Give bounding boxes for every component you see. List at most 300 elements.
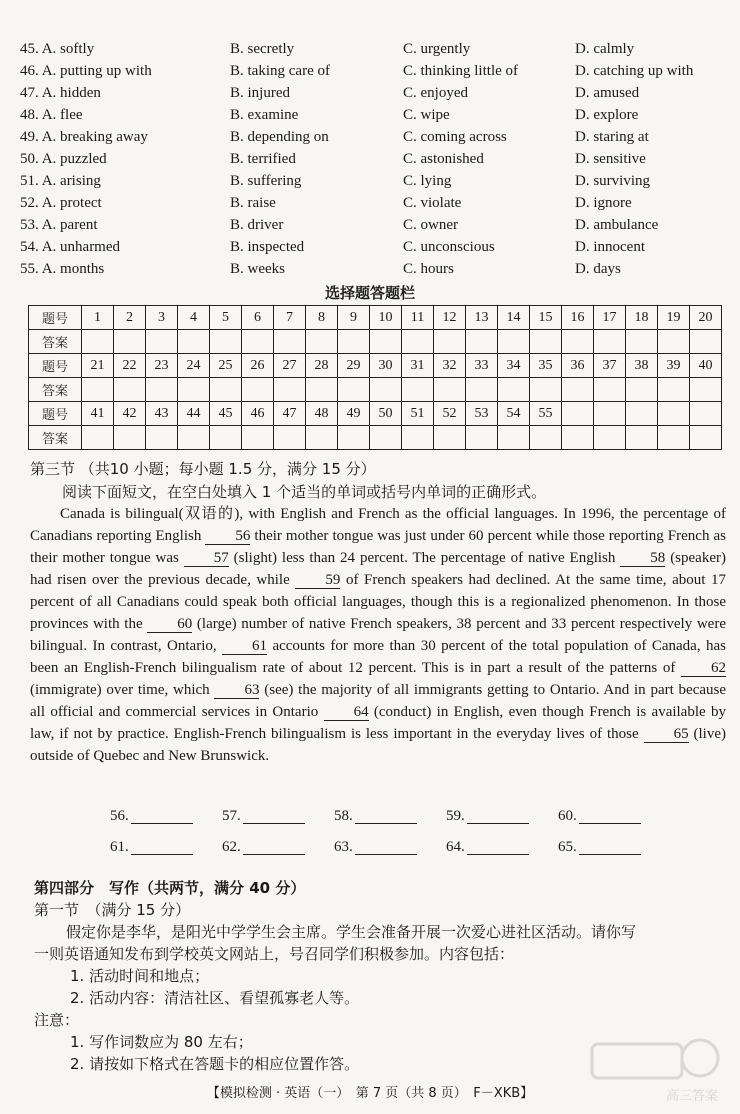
option-text: surviving — [593, 173, 651, 189]
option-text: arising — [60, 173, 101, 189]
option-text: sensitive — [593, 151, 646, 167]
option-text: terrified — [247, 151, 296, 167]
question-number-cell: 23 — [146, 354, 178, 378]
option-text: raise — [247, 195, 276, 211]
question-number: 49 — [20, 129, 35, 145]
answer-sheet-table — [28, 305, 722, 450]
question-number-cell: 18 — [626, 306, 658, 330]
answer-line[interactable] — [467, 809, 529, 824]
question-number-cell: 9 — [338, 306, 370, 330]
answer-cell[interactable] — [82, 426, 114, 450]
blank-label: 57. — [222, 808, 241, 824]
question-number-cell: 21 — [82, 354, 114, 378]
answer-cell[interactable] — [594, 378, 626, 402]
question-number-row — [29, 402, 722, 426]
question-number-cell: 1 — [82, 306, 114, 330]
question-number-cell: 42 — [114, 402, 146, 426]
question-number-cell: 4 — [178, 306, 210, 330]
answer-cell[interactable] — [178, 330, 210, 354]
answer-row — [29, 378, 722, 402]
option-d: D. surviving — [575, 173, 651, 189]
answer-cell[interactable] — [434, 378, 466, 402]
answer-cell[interactable] — [82, 330, 114, 354]
section3-heading: 第三节 （共10 小题；每小题 1.5 分，满分 15 分） — [30, 460, 376, 478]
option-a: 51. A. arising — [20, 173, 101, 189]
passage-text: (slight) less than 24 percent. The percentage of native English — [228, 550, 621, 566]
answer-cell[interactable] — [82, 378, 114, 402]
question-number-cell: 48 — [306, 402, 338, 426]
passage-text: (large) number of native French speakers, 38 percent and 33 percent respectively were bilingual. In contrast, Ontario, — [30, 616, 726, 654]
gap-57: 57 — [184, 550, 229, 567]
option-b: B. terrified — [230, 151, 296, 167]
answer-cell[interactable] — [146, 378, 178, 402]
passage-text: (speaker) had risen over the previous decade, while — [30, 550, 726, 588]
option-c: C. violate — [403, 195, 462, 211]
option-a: 48. A. flee — [20, 107, 83, 123]
note-item: 1. 写作词数应为 80 左右； — [70, 1033, 253, 1051]
gap-61: 61 — [222, 638, 267, 655]
question-number-cell: 41 — [82, 402, 114, 426]
option-a: 49. A. breaking away — [20, 129, 148, 145]
option-a: 54. A. unharmed — [20, 239, 121, 255]
option-c: C. owner — [403, 217, 459, 233]
mc-question — [0, 170, 740, 192]
question-number-cell: 45 — [210, 402, 242, 426]
option-text: violate — [420, 195, 462, 211]
question-number-cell: 44 — [178, 402, 210, 426]
answer-cell[interactable] — [434, 330, 466, 354]
content-item: 1. 活动时间和地点； — [70, 967, 210, 985]
option-text: hidden — [60, 85, 101, 101]
option-text: urgently — [420, 41, 471, 57]
option-b: B. inspected — [230, 239, 305, 255]
answer-cell[interactable] — [306, 378, 338, 402]
passage-text: of French speakers had declined. At the same time, about 17 percent of all Canadians could speak both official languages, though this is a regionalized phenomenon. In those provinces with the — [30, 572, 726, 632]
answer-sheet-title: 选择题答题栏 — [324, 284, 415, 302]
gap-64: 64 — [324, 704, 369, 721]
num-header: 题号 — [29, 354, 82, 378]
writing-prompt: 假定你是李华，是阳光中学学生会主席。学生会准备开展一次爱心进社区活动。请你写 — [66, 923, 637, 941]
answer-cell[interactable] — [658, 330, 690, 354]
passage-text: their mother tongue was just under 60 percent while those reporting French as their mother tongue was — [30, 528, 726, 566]
answer-header: 答案 — [29, 330, 82, 354]
option-text: injured — [247, 85, 291, 101]
answer-cell[interactable] — [626, 378, 658, 402]
option-text: breaking away — [60, 129, 148, 145]
mc-question — [0, 104, 740, 126]
answer-line[interactable] — [243, 809, 305, 824]
passage-text: (see) the majority of all immigrants getting to Ontario. And in part because all official and commercial services in Ontario — [30, 682, 727, 720]
question-number-cell: 5 — [210, 306, 242, 330]
question-number: 53 — [20, 217, 35, 233]
option-c: C. urgently — [403, 41, 471, 57]
question-number-cell: 31 — [402, 354, 434, 378]
option-c: C. hours — [403, 261, 454, 277]
gap-63: 63 — [214, 682, 259, 699]
num-header: 题号 — [29, 402, 82, 426]
answer-blanks-row-1 — [110, 808, 670, 825]
option-text: amused — [593, 85, 640, 101]
question-number-cell: 8 — [306, 306, 338, 330]
option-text: owner — [420, 217, 459, 233]
question-number-cell: 7 — [274, 306, 306, 330]
answer-cell[interactable] — [146, 330, 178, 354]
answer-cell[interactable] — [114, 330, 146, 354]
question-number-cell: 2 — [114, 306, 146, 330]
option-d: D. catching up with — [575, 63, 694, 79]
num-header: 题号 — [29, 306, 82, 330]
answer-cell[interactable] — [178, 426, 210, 450]
answer-cell[interactable] — [338, 330, 370, 354]
answer-cell[interactable] — [690, 378, 722, 402]
option-d: D. sensitive — [575, 151, 646, 167]
answer-cell[interactable] — [498, 378, 530, 402]
answer-cell[interactable] — [274, 426, 306, 450]
writing-prompt: 一则英语通知发布到学校英文网站上，号召同学们积极参加。内容包括： — [34, 945, 515, 963]
mc-question — [0, 214, 740, 236]
option-c: C. thinking little of — [403, 63, 519, 79]
question-number-cell: 30 — [370, 354, 402, 378]
question-number-cell: 29 — [338, 354, 370, 378]
blank-label: 59. — [446, 808, 465, 824]
answer-cell[interactable] — [402, 330, 434, 354]
blank-label: 64. — [446, 839, 465, 855]
section4-subheading: 第一节 （满分 15 分） — [34, 901, 191, 919]
answer-line[interactable] — [579, 809, 641, 824]
passage-text: (conduct) in English, even though French is available by law, if not by practice. English-French bilingualism is less important in the everyday lives of those — [30, 704, 726, 742]
question-number-cell: 16 — [562, 306, 594, 330]
question-number-cell: 12 — [434, 306, 466, 330]
question-number-cell: 40 — [690, 354, 722, 378]
option-text: examine — [247, 107, 299, 123]
question-number-cell: 13 — [466, 306, 498, 330]
option-text: puzzled — [60, 151, 107, 167]
option-text: innocent — [593, 239, 645, 255]
question-number-cell: 22 — [114, 354, 146, 378]
option-c: C. unconscious — [403, 239, 495, 255]
question-number-cell: 6 — [242, 306, 274, 330]
answer-line[interactable] — [131, 809, 193, 824]
question-number-cell: 17 — [594, 306, 626, 330]
question-number-cell: 35 — [530, 354, 562, 378]
option-b: B. weeks — [230, 261, 286, 277]
question-number-row — [29, 306, 722, 330]
gap-60: 60 — [147, 616, 192, 633]
option-b: B. taking care of — [230, 63, 330, 79]
question-number: 51 — [20, 173, 35, 189]
option-b: B. raise — [230, 195, 276, 211]
question-number-cell — [690, 402, 722, 426]
question-number-row — [29, 354, 722, 378]
answer-cell[interactable] — [530, 330, 562, 354]
option-d: D. ignore — [575, 195, 632, 211]
option-text: staring at — [593, 129, 649, 145]
option-text: flee — [60, 107, 83, 123]
answer-cell[interactable] — [402, 426, 434, 450]
question-number-cell — [626, 402, 658, 426]
passage-text: accounts for more than 30 percent of the total population of Canada, has been an English-French bilingualism rate of about 12 percent. This is in part a result of the patterns of — [30, 638, 726, 676]
note-label: 注意： — [34, 1011, 80, 1029]
answer-line[interactable] — [579, 840, 641, 855]
answer-cell[interactable] — [658, 378, 690, 402]
option-text: taking care of — [247, 63, 330, 79]
answer-cell[interactable] — [466, 330, 498, 354]
question-number-cell: 51 — [402, 402, 434, 426]
answer-line[interactable] — [355, 809, 417, 824]
question-number-cell: 38 — [626, 354, 658, 378]
answer-cell[interactable] — [114, 378, 146, 402]
answer-cell[interactable] — [530, 426, 562, 450]
question-number-cell: 24 — [178, 354, 210, 378]
answer-cell[interactable] — [370, 330, 402, 354]
mc-questions — [0, 38, 740, 280]
option-text: catching up with — [593, 63, 694, 79]
page-footer: 【模拟检测 · 英语（一） 第 7 页（共 8 页） F－XKB】 — [206, 1086, 534, 1101]
answer-cell[interactable] — [658, 426, 690, 450]
answer-cell[interactable] — [146, 426, 178, 450]
section3-instruction: 阅读下面短文，在空白处填入 1 个适当的单词或括号内单词的正确形式。 — [62, 483, 547, 501]
answer-cell[interactable] — [594, 330, 626, 354]
answer-cell[interactable] — [306, 330, 338, 354]
option-text: putting up with — [60, 63, 152, 79]
question-number-cell: 33 — [466, 354, 498, 378]
question-number-cell: 43 — [146, 402, 178, 426]
option-a: 45. A. softly — [20, 41, 95, 57]
gap-62: 62 — [681, 660, 726, 677]
answer-cell[interactable] — [498, 426, 530, 450]
blank-label: 63. — [334, 839, 353, 855]
answer-header: 答案 — [29, 378, 82, 402]
answer-cell[interactable] — [626, 426, 658, 450]
answer-cell[interactable] — [562, 378, 594, 402]
answer-cell[interactable] — [306, 426, 338, 450]
option-text: suffering — [247, 173, 302, 189]
answer-blanks-row-2 — [110, 839, 670, 856]
question-number-cell: 3 — [146, 306, 178, 330]
cloze-passage — [30, 503, 726, 767]
answer-cell[interactable] — [274, 378, 306, 402]
question-number: 52 — [20, 195, 35, 211]
option-text: unconscious — [420, 239, 495, 255]
answer-cell[interactable] — [466, 426, 498, 450]
option-text: days — [593, 261, 621, 277]
option-text: ignore — [593, 195, 632, 211]
option-text: calmly — [593, 41, 635, 57]
passage-text: (immigrate) over time, which — [30, 682, 215, 698]
question-number-cell: 25 — [210, 354, 242, 378]
answer-cell[interactable] — [370, 426, 402, 450]
answer-cell[interactable] — [690, 426, 722, 450]
option-text: ambulance — [593, 217, 659, 233]
blank-label: 62. — [222, 839, 241, 855]
answer-cell[interactable] — [690, 330, 722, 354]
mc-question — [0, 148, 740, 170]
answer-line[interactable] — [467, 840, 529, 855]
option-c: C. astonished — [403, 151, 484, 167]
option-b: B. driver — [230, 217, 284, 233]
watermark-text: 高三答案 — [665, 1089, 718, 1104]
answer-cell[interactable] — [178, 378, 210, 402]
option-d: D. innocent — [575, 239, 645, 255]
option-b: B. examine — [230, 107, 299, 123]
answer-cell[interactable] — [242, 330, 274, 354]
question-number: 47 — [20, 85, 35, 101]
mc-question — [0, 236, 740, 258]
question-number-cell: 50 — [370, 402, 402, 426]
option-d: D. days — [575, 261, 621, 277]
answer-cell[interactable] — [530, 378, 562, 402]
mc-question — [0, 38, 740, 60]
question-number: 55 — [20, 261, 35, 277]
answer-cell[interactable] — [114, 426, 146, 450]
option-text: protect — [60, 195, 102, 211]
option-d: D. amused — [575, 85, 640, 101]
question-number-cell: 28 — [306, 354, 338, 378]
question-number: 46 — [20, 63, 35, 79]
question-number-cell: 49 — [338, 402, 370, 426]
question-number-cell: 32 — [434, 354, 466, 378]
answer-cell[interactable] — [242, 378, 274, 402]
note-item: 2. 请按如下格式在答题卡的相应位置作答。 — [70, 1055, 360, 1073]
option-c: C. enjoyed — [403, 85, 468, 101]
question-number-cell: 19 — [658, 306, 690, 330]
option-a: 47. A. hidden — [20, 85, 101, 101]
question-number-cell: 52 — [434, 402, 466, 426]
mc-question — [0, 60, 740, 82]
answer-line[interactable] — [131, 840, 193, 855]
option-text: enjoyed — [420, 85, 468, 101]
option-text: depending on — [247, 129, 329, 145]
blank-label: 58. — [334, 808, 353, 824]
answer-row — [29, 330, 722, 354]
question-number: 54 — [20, 239, 35, 255]
mc-question — [0, 258, 740, 280]
answer-row — [29, 426, 722, 450]
gap-58: 58 — [620, 550, 665, 567]
option-text: explore — [593, 107, 639, 123]
option-d: D. staring at — [575, 129, 649, 145]
question-number-cell — [594, 402, 626, 426]
question-number-cell: 11 — [402, 306, 434, 330]
question-number-cell: 20 — [690, 306, 722, 330]
answer-line[interactable] — [243, 840, 305, 855]
question-number-cell: 53 — [466, 402, 498, 426]
option-b: B. depending on — [230, 129, 329, 145]
option-b: B. secretly — [230, 41, 295, 57]
blank-label: 60. — [558, 808, 577, 824]
option-text: hours — [420, 261, 454, 277]
gap-56: 56 — [205, 528, 250, 545]
answer-header: 答案 — [29, 426, 82, 450]
mc-question — [0, 126, 740, 148]
question-number-cell: 15 — [530, 306, 562, 330]
question-number-cell: 34 — [498, 354, 530, 378]
answer-cell[interactable] — [274, 330, 306, 354]
option-c: C. lying — [403, 173, 452, 189]
answer-line[interactable] — [355, 840, 417, 855]
option-a: 55. A. months — [20, 261, 105, 277]
option-a: 50. A. puzzled — [20, 151, 107, 167]
content-item: 2. 活动内容：清洁社区、看望孤寡老人等。 — [70, 989, 360, 1007]
answer-cell[interactable] — [338, 426, 370, 450]
answer-cell[interactable] — [210, 330, 242, 354]
blank-label: 65. — [558, 839, 577, 855]
question-number-cell — [658, 402, 690, 426]
gap-59: 59 — [295, 572, 340, 589]
option-text: thinking little of — [420, 63, 519, 79]
answer-cell[interactable] — [434, 426, 466, 450]
option-a: 52. A. protect — [20, 195, 102, 211]
question-number-cell: 47 — [274, 402, 306, 426]
question-number-cell: 27 — [274, 354, 306, 378]
question-number-cell: 55 — [530, 402, 562, 426]
blank-label: 56. — [110, 808, 129, 824]
option-text: astonished — [420, 151, 484, 167]
option-text: driver — [247, 217, 284, 233]
answer-cell[interactable] — [594, 426, 626, 450]
option-a: 53. A. parent — [20, 217, 98, 233]
answer-cell[interactable] — [242, 426, 274, 450]
option-d: D. calmly — [575, 41, 635, 57]
answer-cell[interactable] — [562, 426, 594, 450]
answer-cell[interactable] — [466, 378, 498, 402]
option-text: months — [60, 261, 105, 277]
option-text: unharmed — [60, 239, 121, 255]
question-number: 45 — [20, 41, 35, 57]
question-number-cell: 46 — [242, 402, 274, 426]
question-number-cell: 37 — [594, 354, 626, 378]
answer-cell[interactable] — [626, 330, 658, 354]
section4-heading: 第四部分 写作（共两节，满分 40 分） — [34, 879, 306, 897]
option-d: D. ambulance — [575, 217, 659, 233]
option-a: 46. A. putting up with — [20, 63, 152, 79]
mc-question — [0, 192, 740, 214]
option-text: lying — [420, 173, 452, 189]
option-text: coming across — [420, 129, 507, 145]
answer-cell[interactable] — [338, 378, 370, 402]
option-c: C. wipe — [403, 107, 450, 123]
passage-text: (live) outside of Quebec and New Brunswick. — [30, 726, 727, 764]
question-number-cell: 39 — [658, 354, 690, 378]
option-text: weeks — [247, 261, 286, 277]
question-number-cell: 54 — [498, 402, 530, 426]
option-text: secretly — [247, 41, 295, 57]
question-number: 50 — [20, 151, 35, 167]
watermark-logo — [582, 1036, 722, 1106]
mc-question — [0, 82, 740, 104]
blank-label: 61. — [110, 839, 129, 855]
option-text: softly — [60, 41, 95, 57]
answer-cell[interactable] — [210, 426, 242, 450]
answer-cell[interactable] — [498, 330, 530, 354]
question-number-cell: 36 — [562, 354, 594, 378]
option-b: B. injured — [230, 85, 291, 101]
option-text: inspected — [247, 239, 305, 255]
option-text: wipe — [420, 107, 450, 123]
answer-cell[interactable] — [370, 378, 402, 402]
gap-65: 65 — [644, 726, 689, 743]
question-number: 48 — [20, 107, 35, 123]
answer-cell[interactable] — [402, 378, 434, 402]
passage-text: Canada is bilingual(双语的), with English and French as the official languages. In 1996, the percentage of Canadians reporting English — [30, 506, 726, 544]
question-number-cell: 10 — [370, 306, 402, 330]
option-b: B. suffering — [230, 173, 302, 189]
option-c: C. coming across — [403, 129, 507, 145]
option-text: parent — [60, 217, 98, 233]
answer-cell[interactable] — [210, 378, 242, 402]
answer-cell[interactable] — [562, 330, 594, 354]
question-number-cell — [562, 402, 594, 426]
